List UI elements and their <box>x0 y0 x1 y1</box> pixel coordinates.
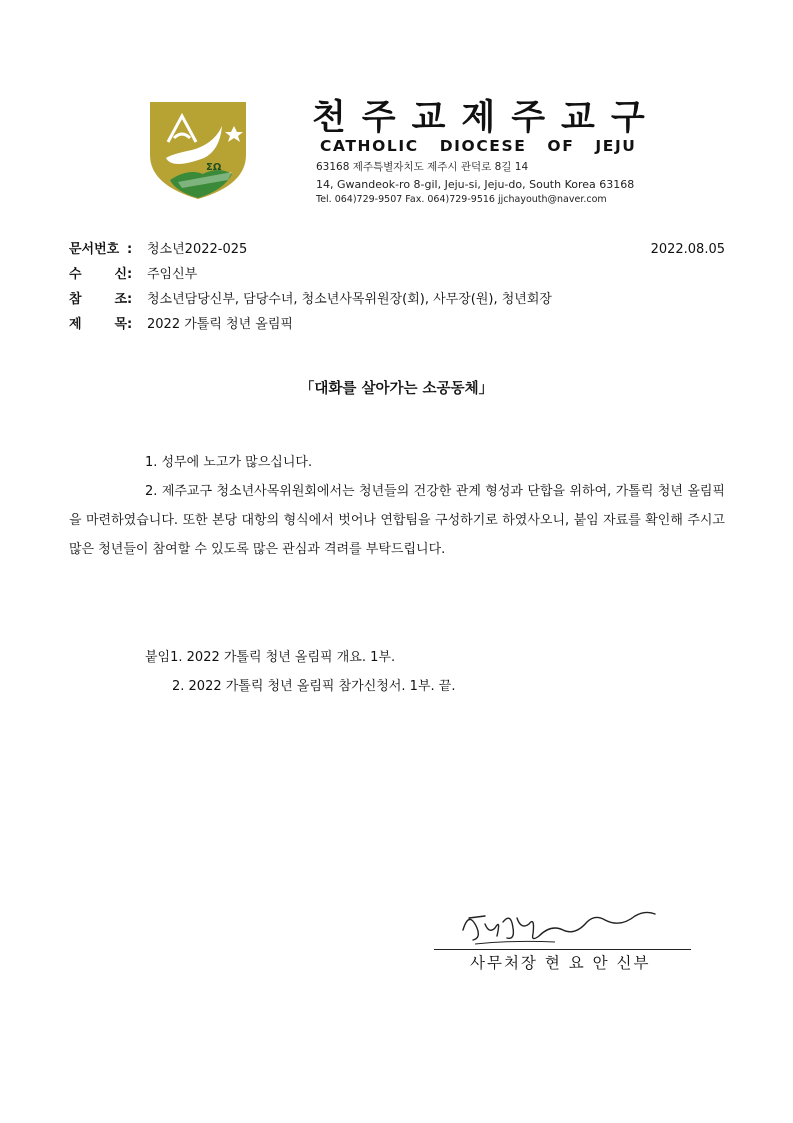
recipient: 주임신부 <box>147 267 198 282</box>
reference-row <box>69 291 552 309</box>
doc-number: 청소년2022-025 <box>147 242 248 257</box>
handwritten-signature <box>455 900 660 950</box>
reference-label: 참 조 <box>69 292 127 307</box>
reference: 청소년담당신부, 담당수녀, 청소년사목위원장(회), 사무장(원), 청년회장 <box>147 292 552 307</box>
subject-row <box>69 316 293 334</box>
subject-label: 제 목 <box>69 317 127 332</box>
recipient-row <box>69 266 197 284</box>
body-paragraph-1: 1. 성무에 노고가 많으십니다. <box>145 455 313 470</box>
signature-line <box>434 949 691 950</box>
recipient-label: 수 신 <box>69 267 127 282</box>
colon: : <box>127 267 133 282</box>
svg-text:ΣΩ: ΣΩ <box>206 162 222 173</box>
colon: : <box>127 292 133 307</box>
subject: 2022 가톨릭 청년 올림픽 <box>147 317 293 332</box>
org-name-korean: 천주교제주교구 <box>312 98 661 138</box>
doc-number-row <box>69 241 247 259</box>
contact-info: Tel. 064)729-9507 Fax. 064)729-9516 jjchayouth@naver.com <box>316 194 607 205</box>
attachment-line-2: 2. 2022 가톨릭 청년 올림픽 참가신청서. 1부. 끝. <box>172 679 456 694</box>
colon: : <box>127 317 133 332</box>
address-korean: 63168 제주특별자치도 제주시 관덕로 8길 14 <box>316 161 529 173</box>
attachment-line-1: 붙임1. 2022 가톨릭 청년 올림픽 개요. 1부. <box>145 650 396 665</box>
signer-name: 사무처장 현 요 안 신부 <box>470 954 651 972</box>
address-english: 14, Gwandeok-ro 8-gil, Jeju-si, Jeju-do, South Korea 63168 <box>316 178 635 191</box>
document-date: 2022.08.05 <box>650 242 725 257</box>
body-paragraph-2: 2. 제주교구 청소년사목위원회에서는 청년들의 건강한 관계 형성과 단합을 위하여, 가톨릭 청년 올림픽을 마련하였습니다. 또한 본당 대항의 형식에서 벗어나 연합팀을 구성하기로 하였사오니, 붙임 자료를 확인해 주시고 많은 청년들이 참여할 수 있도록 많은 관심과 격려를 부탁드립니다. <box>69 484 725 557</box>
org-name-english: CATHOLIC DIOCESE OF JEJU <box>320 137 637 155</box>
diocese-logo <box>148 100 248 200</box>
doc-number-label: 문서번호 <box>69 242 120 257</box>
colon: : <box>127 242 133 257</box>
slogan: 「대화를 살아가는 소공동체」 <box>299 381 494 397</box>
